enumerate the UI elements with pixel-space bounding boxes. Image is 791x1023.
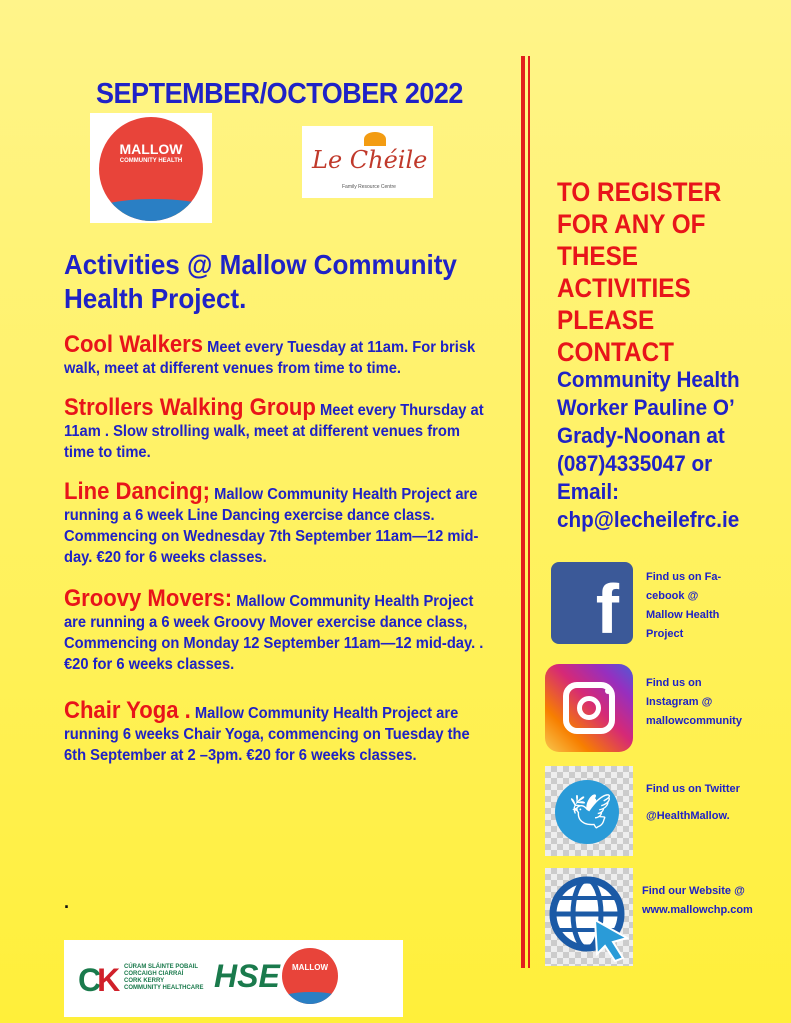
ck-line: CORK KERRY bbox=[124, 978, 165, 984]
mallow-community-health-logo bbox=[90, 113, 212, 223]
twitter-icon[interactable]: 🕊 bbox=[545, 766, 633, 856]
globe-icon[interactable] bbox=[545, 868, 633, 966]
cork-kerry-logo-text bbox=[124, 964, 203, 992]
activity-line-dancing bbox=[64, 478, 487, 568]
instagram-icon[interactable] bbox=[545, 664, 633, 752]
activities-heading: Activities @ Mallow Community Health Project. bbox=[64, 249, 457, 314]
le-cheile-logo bbox=[302, 126, 433, 198]
page-title: SEPTEMBER/OCTOBER 2022 bbox=[96, 78, 463, 110]
twitter-line: Find us on Twitter bbox=[646, 783, 740, 795]
activity-description: Meet every Tuesday at 11am. For brisk walk, meet at different venues from time to time. bbox=[64, 339, 476, 377]
activity-name: Line Dancing; bbox=[64, 478, 210, 505]
website-text bbox=[642, 882, 782, 920]
contact-details: Community Health Worker Pauline O’ Grady-Noonan at (087)4335047 or Email: chp@lecheilefrc.ie bbox=[557, 367, 740, 532]
facebook-line: cebook @ bbox=[646, 590, 699, 602]
activity-strollers bbox=[64, 394, 487, 463]
instagram-line: mallowcommunity bbox=[646, 715, 742, 727]
activity-description: Meet every Thursday at 11am . Slow strolling walk, meet at different venues from time to time. bbox=[64, 402, 484, 461]
activity-name: Cool Walkers bbox=[64, 331, 204, 358]
footer-mallow-logo bbox=[282, 948, 338, 1004]
facebook-text bbox=[646, 568, 786, 644]
ck-line: COMMUNITY HEALTHCARE bbox=[124, 985, 204, 991]
cork-kerry-logo: CK bbox=[78, 962, 117, 998]
mch-logo-subtitle: COMMUNITY HEALTH bbox=[119, 158, 183, 164]
vertical-divider-thin bbox=[528, 56, 530, 968]
footer-logos bbox=[64, 940, 403, 1017]
le-cheile-logo-subtext: Family Resource Centre bbox=[342, 184, 396, 190]
footer-mallow-logo-text: MALLOW bbox=[292, 963, 328, 972]
activity-name: Chair Yoga . bbox=[64, 697, 191, 724]
activity-groovy-movers bbox=[64, 585, 487, 675]
vertical-divider bbox=[521, 56, 525, 968]
instagram-line: Instagram @ bbox=[646, 696, 713, 708]
activity-description: Mallow Community Health Project are running 6 weeks Chair Yoga, commencing on Tuesday the 6th September at 2 –3pm. €20 for 6 weeks classes. bbox=[64, 705, 470, 764]
activity-chair-yoga bbox=[64, 697, 487, 766]
instagram-line: Find us on bbox=[646, 677, 702, 689]
activity-name: Groovy Movers: bbox=[64, 585, 233, 612]
ck-line: CORCAIGH CIARRAÍ bbox=[124, 971, 184, 977]
instagram-text bbox=[646, 674, 786, 731]
stray-dot: . bbox=[64, 892, 70, 912]
twitter-handle[interactable]: @HealthMallow. bbox=[646, 810, 730, 822]
mch-logo-title: MALLOW bbox=[119, 141, 183, 157]
activity-cool-walkers bbox=[64, 331, 487, 379]
hse-logo: HSE bbox=[214, 958, 280, 994]
twitter-text bbox=[646, 776, 786, 830]
facebook-line: Project bbox=[646, 628, 684, 640]
facebook-line: Mallow Health bbox=[646, 609, 720, 621]
facebook-icon[interactable]: f bbox=[551, 562, 633, 644]
le-cheile-logo-text: Le Chéile bbox=[312, 146, 428, 174]
register-callout: TO REGISTER FOR ANY OF THESE ACTIVITIES PLEASE CONTACT bbox=[557, 177, 722, 367]
website-link[interactable]: www.mallowchp.com bbox=[642, 904, 753, 916]
activity-description: Mallow Community Health Project are running a 6 week Groovy Mover exercise dance class, Commencing on Monday 12 September 11am—12 mid-day. . €20 for 6 weeks classes. bbox=[64, 593, 484, 673]
activity-name: Strollers Walking Group bbox=[64, 394, 316, 421]
website-line: Find our Website @ bbox=[642, 885, 745, 897]
ck-line: CÚRAM SLÁINTE POBAIL bbox=[124, 964, 198, 970]
activity-description: Mallow Community Health Project are running a 6 week Line Dancing exercise dance class. Commencing on Wednesday 7th September 11am—12 mid-day. €20 for 6 weeks classes. bbox=[64, 486, 479, 566]
facebook-line: Find us on Fa- bbox=[646, 571, 722, 583]
